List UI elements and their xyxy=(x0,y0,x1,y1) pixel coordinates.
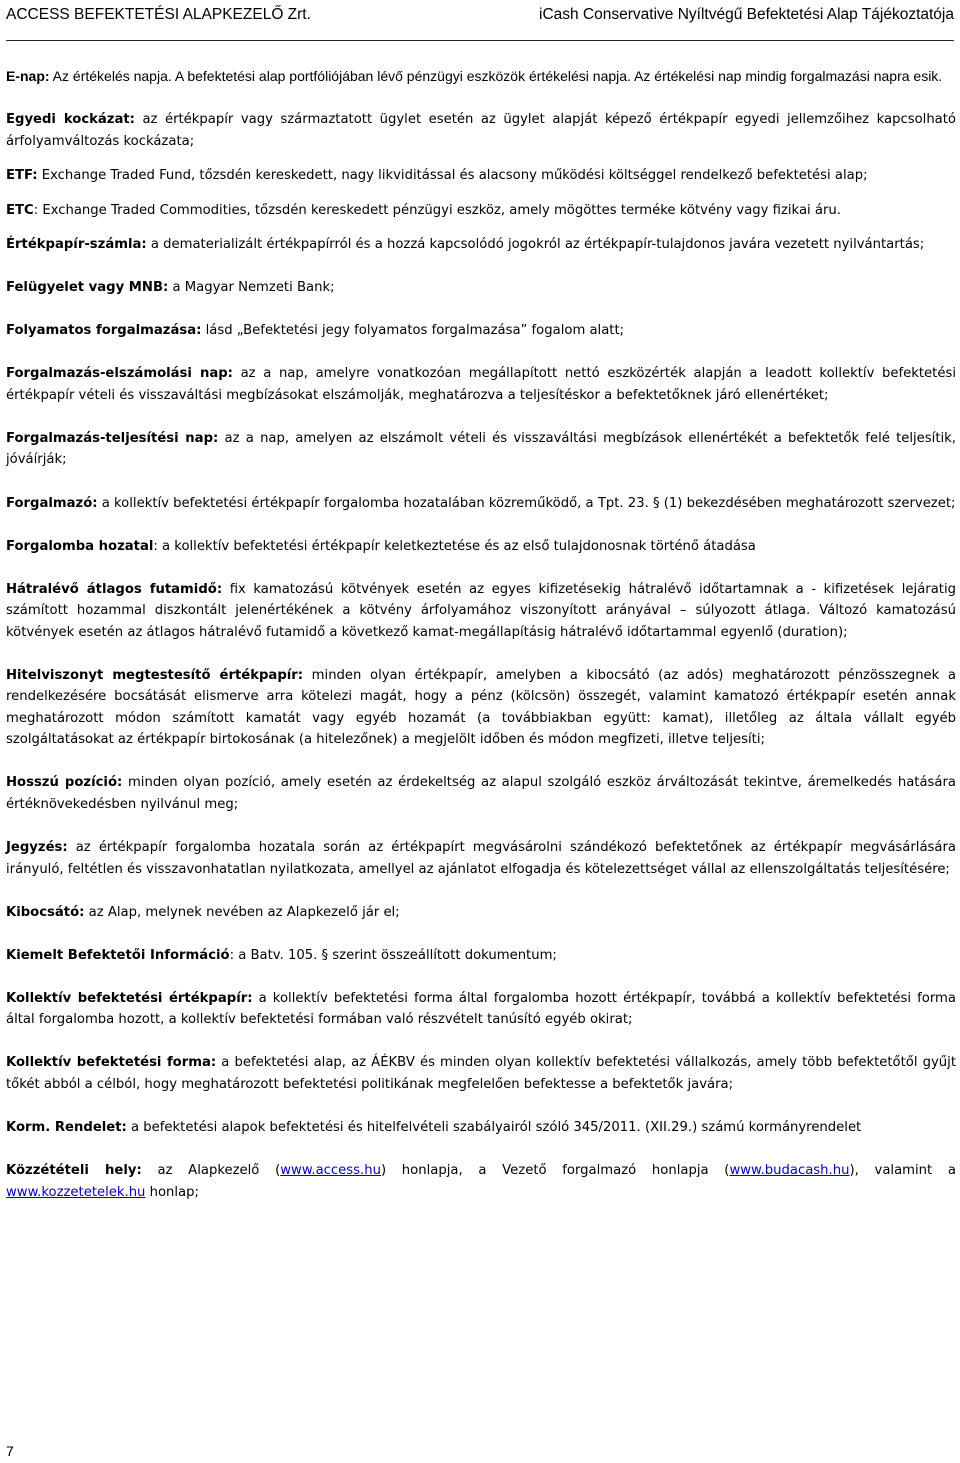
definition-hatralevo-atlagos-futamido xyxy=(6,579,956,644)
definition: Exchange Traded Fund, tőzsdén kereskedett, nagy likviditással és alacsony működési költséggel rendelkező befektetési alap; xyxy=(37,168,868,184)
definition-forgalmazo xyxy=(6,493,956,515)
definition: lásd „Befektetési jegy folyamatos forgalmazása” fogalom alatt; xyxy=(201,323,625,339)
definition-forgalmazas-elszamolasi-nap xyxy=(6,363,956,406)
definition-part: ), valamint a xyxy=(849,1163,956,1179)
definition-e-nap xyxy=(6,66,956,88)
term: Kibocsátó: xyxy=(6,904,85,920)
term: Kiemelt Befektetői Információ xyxy=(6,947,230,963)
term: Forgalomba hozatal xyxy=(6,538,154,554)
term: Hitelviszonyt megtestesítő értékpapír: xyxy=(6,667,304,683)
definition-folyamatos-forgalmazas xyxy=(6,320,956,342)
definition: az értékpapír forgalomba hozatala során az értékpapírt megvásárolni szándékozó befektetőnek az értékpapír megvásárlására irányuló, feltétlen és visszavonhatatlan nyilatkozata, amellyel az ajánlatot elfogadja és kötelezettséget vállal az ellenszolgáltatás teljesítésére; xyxy=(6,840,956,877)
definition: : Exchange Traded Commodities, tőzsdén kereskedett pénzügyi eszköz, amely mögöttes terméke kötvény vagy fizikai áru. xyxy=(33,202,841,218)
definition: a Magyar Nemzeti Bank; xyxy=(168,280,335,296)
definition: az a nap, amelyre vonatkozóan megállapított nettó eszközérték alapján a leadott kollektív befektetési értékpapír vételi és visszaváltási megbízásokat elszámolják, meghatározva a teljesítéskor a befektetőknek járó ellenértéket; xyxy=(6,366,956,403)
term: Hosszú pozíció: xyxy=(6,775,123,791)
definition: a kollektív befektetési forma által forgalomba hozott értékpapír, továbbá a kollektív befektetési forma által forgalomba hozott, a kollektív befektetési formában való részvételt tanúsító egyéb okirat; xyxy=(6,990,956,1028)
term: ETC xyxy=(6,202,34,218)
definition: : a Batv. 105. § szerint összeállított dokumentum; xyxy=(229,947,557,963)
definition-hitelviszonyt-megtestesito xyxy=(6,665,956,751)
definition: Az értékelés napja. A befektetési alap portfóliójában lévő pénzügyi eszközök értékelési napja. Az értékelési nap mindig forgalmazási napra esik. xyxy=(49,68,943,84)
definition-kiemelt-befektetoi-informacio xyxy=(6,945,956,967)
definition: a dematerializált értékpapírról és a hozzá kapcsolódó jogokról az értékpapír-tulajdonos javára vezetett nyilvántartás; xyxy=(146,237,925,253)
definition-kozzeteteli-hely xyxy=(6,1160,956,1203)
definition: : a kollektív befektetési értékpapír keletkeztetése és az első tulajdonosnak történő átadása xyxy=(153,538,756,554)
header-company: ACCESS BEFEKTETÉSI ALAPKEZELŐ Zrt. xyxy=(6,6,311,23)
definition-kibocsato xyxy=(6,902,956,924)
page-header xyxy=(6,0,954,41)
definition: a befektetési alapok befektetési és hitelfelvételi szabályairól szóló 345/2011. (XII.29.) számú kormányrendelet xyxy=(126,1120,862,1135)
definition-felugyelet xyxy=(6,277,956,299)
definition-hosszu-pozicio xyxy=(6,772,956,815)
definition: fix kamatozású kötvények esetén az egyes kifizetésekig hátralévő időtartamnak a - kifizetések lejáratig számított hozammal diszkontált jelenértékének a kötvény árfolyamához viszonyított arányával – súlyozott átlaga. Változó kamatozású kötvények esetén az átlagos hátralévő futamidő a következő kamat-megállapításig hátralévő időtartammal egyenlő (duration); xyxy=(6,581,956,640)
definition-korm-rendelet xyxy=(6,1117,956,1139)
header-document-title: iCash Conservative Nyíltvégű Befektetési Alap Tájékoztatója xyxy=(539,6,954,23)
definition: a befektetési alap, az ÁÉKBV és minden olyan kollektív befektetési vállalkozás, amely több befektetőtől gyűjt tőkét abból a célból, hogy meghatározott befektetési politikának megfelelően befektesse a befektetők javára; xyxy=(6,1055,956,1092)
definition-etf xyxy=(6,165,956,187)
definition-forgalomba-hozatal xyxy=(6,536,956,558)
definition: a kollektív befektetési értékpapír forgalomba hozatalában közreműködő, a Tpt. 23. § (1) bekezdésében meghatározott szervezet; xyxy=(97,495,956,511)
definition-part: az Alapkezelő ( xyxy=(141,1163,281,1179)
definition: minden olyan értékpapír, amelyben a kibocsátó (az adós) meghatározott pénzösszegnek a rendelkezésére bocsátását elismerve arra kötelezi magát, hogy a pénz (kölcsön) összegét, valamint kamatozó értékpapír esetén annak meghatározott módon számított kamatát vagy egyéb hozamát (a továbbiakban együtt: kamat), illetőleg az általa vállalt egyéb szolgáltatásokat az értékpapír birtokosának (a hitelezőnek) a megjelölt időben és módon megfizeti, illetve teljesíti; xyxy=(6,667,956,748)
link-kozzetetelek[interactable]: www.kozzetetelek.hu xyxy=(6,1184,146,1200)
definition: az a nap, amelyen az elszámolt vételi és visszaváltási megbízások ellenértékét a befektetők felé teljesítik, jóváírják; xyxy=(6,430,956,468)
link-budacash[interactable]: www.budacash.hu xyxy=(729,1163,850,1179)
term: Közzétételi hely: xyxy=(6,1163,142,1179)
definition-egyedi-kockazat xyxy=(6,109,956,152)
definition: az Alap, melynek nevében az Alapkezelő jár el; xyxy=(84,904,400,920)
definition-ertekpapir-szamla xyxy=(6,234,956,256)
term: Forgalmazás-elszámolási nap: xyxy=(6,366,233,382)
link-access[interactable]: www.access.hu xyxy=(280,1163,381,1179)
term: Kollektív befektetési forma: xyxy=(6,1055,217,1071)
term: Felügyelet vagy MNB: xyxy=(6,280,169,296)
definition-part: honlap; xyxy=(145,1184,199,1200)
term: Egyedi kockázat: xyxy=(6,112,135,128)
definitions-list xyxy=(6,66,956,1225)
term: Folyamatos forgalmazása: xyxy=(6,323,202,339)
definition-forgalmazas-teljesitesi-nap xyxy=(6,428,956,471)
term: Értékpapír-számla: xyxy=(6,237,147,253)
term: E-nap: xyxy=(6,68,50,84)
term: Hátralévő átlagos futamidő: xyxy=(6,581,223,597)
definition: minden olyan pozíció, amely esetén az érdekeltség az alapul szolgáló eszköz árváltozását tekintve, áremelkedés hatására értéknövekedésben nyilvánul meg; xyxy=(6,775,956,812)
term: Korm. Rendelet: xyxy=(6,1120,127,1135)
term: ETF: xyxy=(6,168,38,184)
definition-part: ) honlapja, a Vezető forgalmazó honlapja ( xyxy=(380,1163,730,1179)
page-number: 7 xyxy=(6,1443,14,1459)
term: Jegyzés: xyxy=(6,840,68,856)
definition-jegyzes xyxy=(6,837,956,880)
definition-kollektiv-befektetesi-ertekpapir xyxy=(6,988,956,1031)
term: Forgalmazás-teljesítési nap: xyxy=(6,430,219,446)
definition-etc xyxy=(6,200,956,222)
term: Forgalmazó: xyxy=(6,495,98,511)
term: Kollektív befektetési értékpapír: xyxy=(6,990,253,1006)
definition-kollektiv-befektetesi-forma xyxy=(6,1052,956,1095)
definition: az értékpapír vagy származtatott ügylet esetén az ügylet alapját képező értékpapír egyedi jellemzőihez kapcsolható árfolyamváltozás kockázata; xyxy=(6,112,956,149)
